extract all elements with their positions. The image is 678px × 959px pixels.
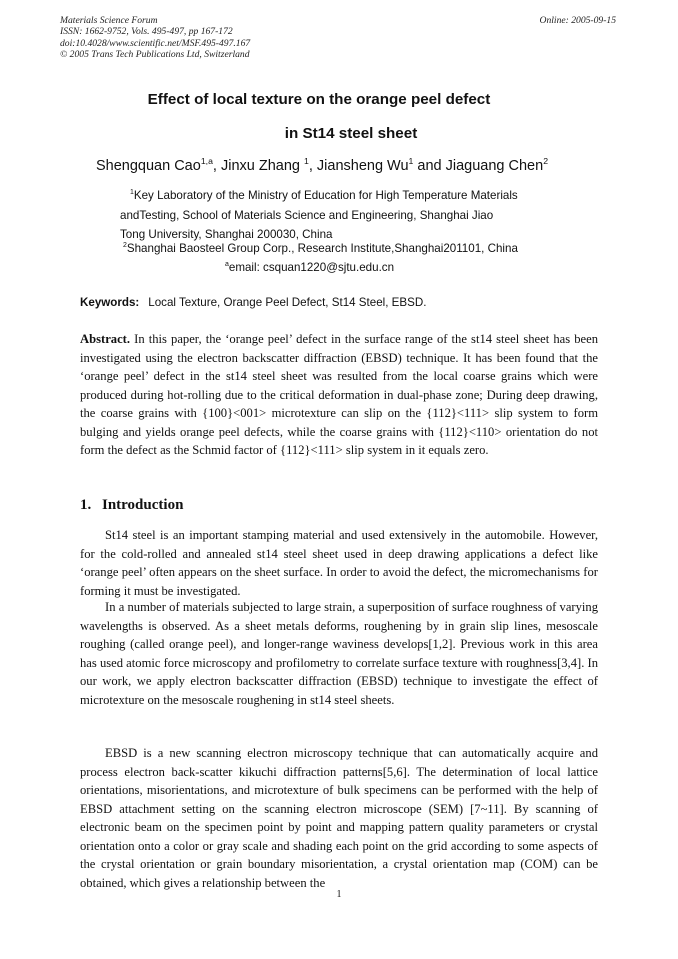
affiliation-1-line-2: andTesting, School of Materials Science and Engineering, Shanghai Jiao [120,209,494,222]
author-name: Jiansheng Wu [316,158,409,174]
author-email: $^a$email: csquan1220@sjtu.edu.cn [225,261,395,274]
author-name: Shengquan Cao [96,158,201,174]
abstract-text: In this paper, the ‘orange peel’ defect in the surface range of the st14 steel sheet has been investigated using the electron backscatter diffraction (EBSD) technique. It has been found that the ‘orange peel’ defect in the st14 steel sheet was resulted from the local coarse grains which were produced during hot-rolling due to the critical deformation in dual-phase zone; During deep drawing, the coarse grains with {100}<001> microtexture can slip on the {112}<111> slip system to form bulging and yields orange peel defects, while the coarse grains with {112}<110> orientation do not form the defect as the Schmid factor of {112}<111> slip system in it equals zero. [80,332,598,458]
author-separator: , [308,158,317,174]
issn-line: ISSN: 1662-9752, Vols. 495-497, pp 167-172 [60,26,233,38]
author-name: Jinxu Zhang [220,158,304,174]
journal-header [60,15,250,60]
section-heading-introduction [80,497,183,514]
author-separator: , [212,158,221,174]
page-number: 1 [336,889,342,900]
online-date: Online: 2005-09-15 [539,15,616,26]
doi-line: doi:10.4028/www.scientific.net/MSF.495-497.167 [60,37,251,49]
section-title: Introduction [102,497,184,513]
author-list [96,158,548,174]
author-name: Jiaguang Chen [445,158,544,174]
section-number: 1. [80,497,92,513]
intro-paragraph-1: St14 steel is an important stamping material and used extensively in the automobile. However, for the cold-rolled and annealed st14 steel sheet used in deep drawing applications a defect like ‘orange peel’ often appears on the sheet surface. In order to avoid the defect, the micromechanisms for forming it must be investigated. [80,528,598,598]
paper-title-line-1: Effect of local texture on the orange peel defect [147,91,491,108]
author-separator: and [413,158,446,174]
intro-paragraph-2: In a number of materials subjected to large strain, a superposition of surface roughness of varying wavelengths is observed. As a sheet metals deforms, roughening by in grain slip lines, mesoscale roughing (called orange peel), and longer-range waviness develops[1,2]. Previous work in this area has used atomic force microscopy and profilometry to correlate surface texture with roughness[3,4]. In our work, we apply electron backscatter diffraction (EBSD) technique to investigate the effect of microtexture on the mesoscale roughening in st14 steel sheets. [80,600,598,707]
intro-paragraph-3: EBSD is a new scanning electron microscopy technique that can automatically acquire and process electron back-scatter kikuchi diffraction patterns[5,6]. The determination of local lattice orientations, misorientations, and microtexture of bulk specimens can be performed with the help of EBSD attachment setting on the scanning electron microscope (SEM) [7~11]. By scanning of electronic beam on the specimen point by point and mapping pattern quality parameters or crystal orientation onto a color or gray scale and shading each point on the grid according to some aspects of the crystal orientation or grain boundary misorientation, a crystal orientation map (COM) can be obtained, which gives a relationship between the [80,746,598,890]
affiliation-marker: 2 [123,242,127,250]
author-affiliation-marker: 1 [408,156,414,167]
paper-title-line-2: in St14 steel sheet [284,125,418,142]
affiliation-marker: 1 [130,189,134,197]
author-affiliation-marker: 1 [304,156,309,167]
email-marker: a [225,261,229,269]
abstract [80,330,598,460]
affiliation-2: $^2$Shanghai Baosteel Group Corp., Research Institute,Shanghai201101, China [123,242,518,255]
affiliation-1-line-1: $^1$Key Laboratory of the Ministry of Education for High Temperature Materials [130,189,518,202]
copyright-line: © 2005 Trans Tech Publications Ltd, Switzerland [60,48,250,60]
author-affiliation-marker: 2 [543,156,549,167]
keywords-text: Local Texture, Orange Peel Defect, St14 Steel, EBSD. [148,296,427,309]
keywords [80,296,426,309]
keywords-label: Keywords: [80,296,140,309]
author-affiliation-marker: 1,a [200,156,213,167]
affiliation-1-line-3: Tong University, Shanghai 200030, China [120,228,333,241]
abstract-label: Abstract. [80,332,131,346]
journal-name: Materials Science Forum [60,15,158,26]
